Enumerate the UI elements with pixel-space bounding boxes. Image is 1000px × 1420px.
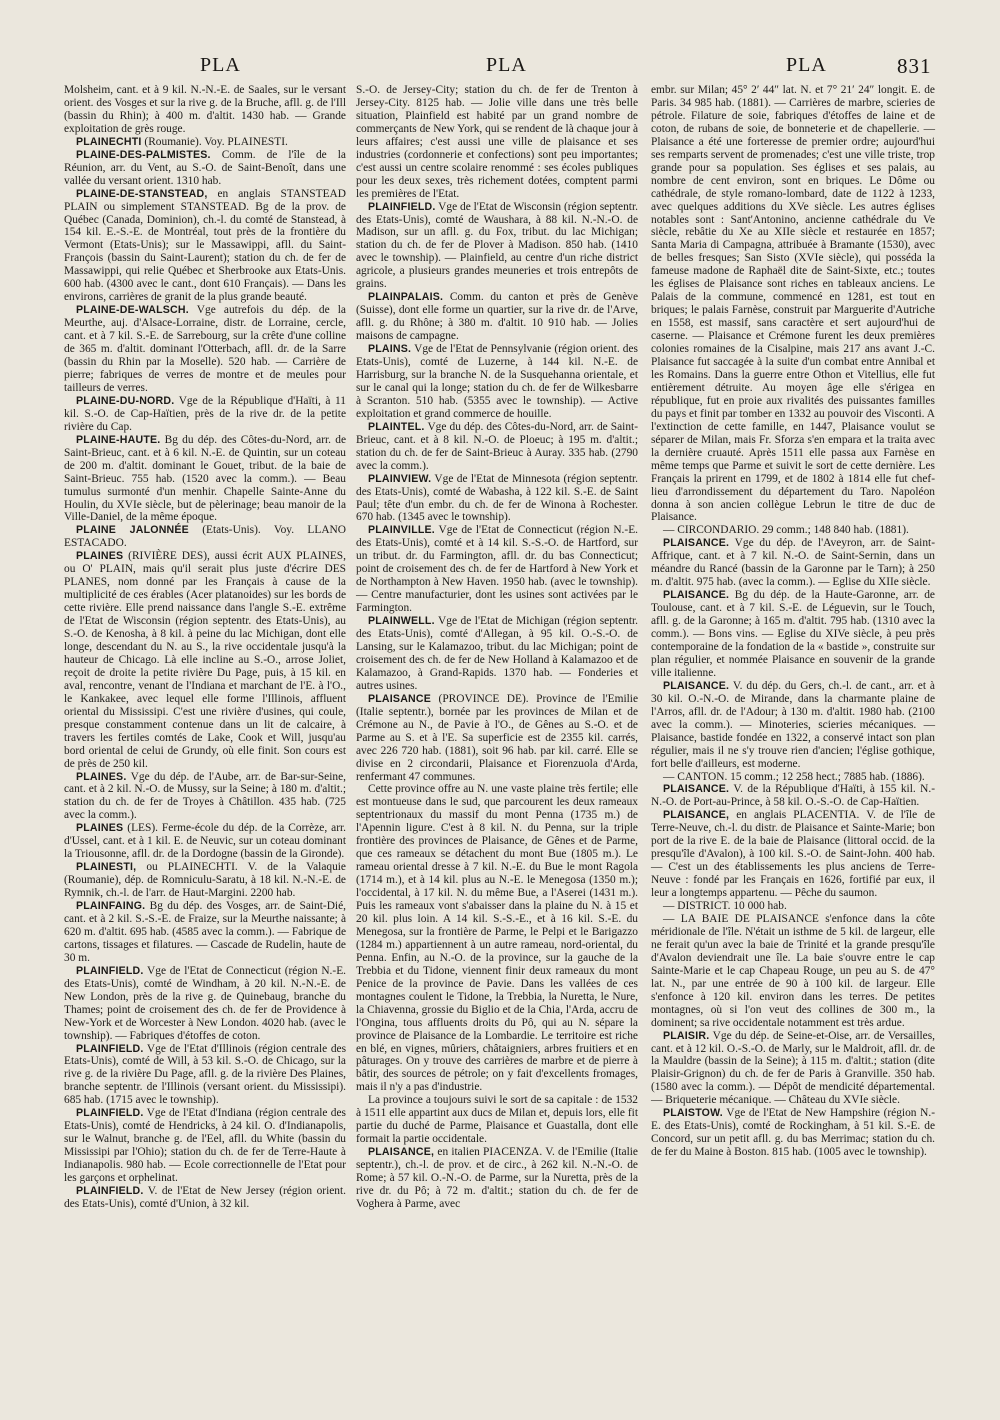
entry-headword: PLAINE-HAUTE.: [76, 433, 161, 446]
dictionary-entry: [64, 149, 346, 188]
entry-text: La province a toujours suivi le sort de sa capitale : de 1532 à 1511 elle appartint aux ducs de Milan et, depuis lors, elle fit partie du duché de Parme, Plaisance et Guastalla, dont elle formait la partie occidentale.: [356, 1094, 638, 1146]
dictionary-entry: [64, 550, 346, 770]
entry-headword: PLAINES.: [76, 770, 127, 783]
entry-headword: PLAINE-DES-PALMISTES.: [76, 148, 211, 161]
entry-headword: PLAISANCE,: [368, 1146, 435, 1159]
entry-headword: PLAINE-DE-STANSTEAD,: [76, 187, 208, 200]
entry-text: Vge de l'Etat de New Hampshire (région N.-E. des Etats-Unis), comté de Rockingham, à 51 kil. S.-E. de Concord, sur un petit afll. g. du bas Merrimac; station du ch. de fer du Maine à Boston. 815 hab. (1005 avec le township).: [651, 1107, 935, 1159]
entry-text: Comm. du canton et près de Genève (Suisse), dont elle forme un quartier, sur la rive dr. de l'Arve, afll. g. du Rhône; à 380 m. d'altit. 10 910 hab. — Jolies maisons de campagne.: [356, 291, 638, 343]
dictionary-entry: [651, 771, 935, 784]
running-head-right: PLA: [786, 54, 827, 76]
dictionary-entry: [64, 136, 346, 149]
entry-text: S.-O. de Jersey-City; station du ch. de fer de Trenton à Jersey-City. 8125 hab. — Jolie ville dans une très belle situation, Plainfield est habité par un grand nombre de commerçants de New York, qui se rendent de là chaque jour à leurs affaires; c'est aussi une ville de plaisance et ses industries (cordonnerie et confections) sont peu importantes; c'est aussi un centre scolaire renommé : ses écoles publiques pour les deux sexes, très richement dotées, comptent parmi les premières de l'Etat.: [356, 84, 638, 200]
dictionary-entry: [356, 524, 638, 615]
dictionary-entry: [356, 421, 638, 473]
entry-text: Vge de l'Etat de Minnesota (région septentr. des Etats-Unis), comté de Wabasha, à 122 kil. S.-E. de Saint Paul; tête d'un embr. du ch. de fer de Winona à Rochester. 670 hab. (1345 avec le township).: [356, 472, 638, 524]
entry-headword: PLAISANCE,: [663, 809, 730, 822]
entry-text: (Roumanie). Voy. PLAINESTI.: [141, 135, 288, 148]
entry-text: Bg du dép. des Vosges, arr. de Saint-Dié, cant. et à 2 kil. S.-S.-E. de Fraize, sur la Meurthe naissante; à 620 m. d'altit. 695 hab. (4585 avec la comm.). — Fabrique de cartons, tissages et filatures. — Cascade de Rudelin, haute de 30 m.: [64, 900, 346, 964]
dictionary-entry: [64, 84, 346, 136]
dictionary-entry: [356, 291, 638, 343]
entry-headword: PLAINFIELD.: [76, 1185, 144, 1198]
dictionary-entry: [64, 434, 346, 525]
dictionary-entry: [64, 1185, 346, 1211]
entry-text: V. de la République d'Haïti, à 155 kil. N.-N.-O. de Port-au-Prince, à 58 kil. O.-S.-O. de Cap-Haïtien.: [651, 783, 935, 809]
dictionary-entry: [651, 680, 935, 771]
entry-text: Vge de l'Etat d'Illinois (région centrale des Etats-Unis), comté de Will, à 53 kil. S.-O. de Chicago, sur la rive g. de la rivière Du Page, afll. g. de la rivière Des Plaines, branche septentr. de l'Illinois (versant orient. du Mississipi). 685 hab. (1715 avec le township).: [64, 1042, 346, 1107]
dictionary-entry: [64, 900, 346, 965]
column-right: [651, 84, 935, 1159]
entry-headword: PLAINE-DU-NORD.: [76, 394, 175, 407]
entry-text: Vge autrefois du dép. de la Meurthe, auj. d'Alsace-Lorraine, distr. de Lorraine, cercle, cant. et à 7 kil. S.-E. de Sarrebourg, sur la crête d'une colline de 365 m. d'altit. dominant l'Otterbach, afll. dr. de la Sarre (bassin du Rhin par la Moselle). 520 hab. — Carrière de pierre; fabriques de verres de montre et de meules pour tailleurs de verres.: [64, 304, 346, 394]
entry-text: Vge du dép. de l'Aveyron, arr. de Saint-Affrique, cant. et à 7 kil. N.-O. de Saint-Sernin, dans un méandre du Rancé (bassin de la Garonne par le Tarn); à 250 m. d'altit. 975 hab. (avec la comm.). — Eglise du XIIe siècle.: [651, 537, 935, 589]
dictionary-entry: [356, 615, 638, 693]
dictionary-entry: [651, 84, 935, 524]
entry-headword: PLAINS.: [368, 343, 412, 356]
entry-text: (LES). Ferme-école du dép. de la Corrèze, arr. d'Ussel, cant. et à 1 kil. E. de Neuvic, sur un coteau dominant la Triousonne, afll. dr. de la Dordogne (bassin de la Gironde).: [64, 822, 346, 861]
dictionary-entry: [64, 1043, 346, 1108]
entry-text: Comm. de l'île de la Réunion, arr. du Vent, au S.-O. de Saint-Benoît, dans une vallée du versant orient. 1310 hab.: [64, 148, 346, 187]
entry-headword: PLAINFIELD.: [368, 200, 436, 213]
dictionary-entry: [64, 524, 346, 550]
dictionary-entry: [64, 861, 346, 900]
entry-text: Vge de l'Etat de Michigan (région septentr. des Etats-Unis), comté d'Allegan, à 95 kil. O.-S.-O. de Lansing, sur le Kalamazoo, tribut. du lac Michigan; point de croisement des ch. de fer de New Holland à Kalamazoo et de Kalamazoo, à Grand-Rapids. 1370 hab. — Fonderies et autres usines.: [356, 615, 638, 692]
entry-headword: PLAINFAING.: [76, 900, 146, 913]
entry-text: ou PLAINECHTI. V. de la Valaquie (Roumanie), dép. de Romniculu-Saratu, à 18 kil. N.-N.-E. de Rymnik, ch.-l. de l'arr. de Haut-Margini. 2200 hab.: [64, 861, 346, 900]
dictionary-entry: [356, 693, 638, 784]
entry-headword: PLAISTOW.: [663, 1107, 723, 1120]
entry-headword: PLAINESTI,: [76, 861, 137, 874]
entry-headword: PLAINES: [76, 822, 124, 835]
dictionary-entry: [356, 343, 638, 421]
entry-text: Vge du dép. des Côtes-du-Nord, arr. de Saint-Brieuc, cant. et à 8 kil. N.-O. de Ploeuc; à 195 m. d'altit.; station du ch. de fer de Saint-Brieuc à Auray. 335 hab. (2790 avec la comm.).: [356, 420, 638, 472]
entry-text: (Etats-Unis). Voy. LLANO ESTACADO.: [64, 524, 346, 550]
dictionary-entry: [64, 188, 346, 305]
dictionary-entry: [64, 822, 346, 861]
dictionary-entry: [651, 537, 935, 589]
entry-headword: PLAINVILLE.: [368, 524, 435, 537]
entry-text: Vge de l'Etat d'Indiana (région centrale des Etats-Unis), comté de Hendricks, à 24 kil. O. d'Indianapolis, sur le Walnut, branche g. de l'Eel, afll. du White (bassin du Mississipi par l'Ohio); station du ch. de fer de Terre-Haute à Indianapolis. 980 hab. — Ecole correctionnelle de l'Etat pour les garçons et orphelinat.: [64, 1107, 346, 1185]
dictionary-entry: [64, 965, 346, 1043]
dictionary-entry: [64, 1107, 346, 1185]
entry-text: Molsheim, cant. et à 9 kil. N.-N.-E. de Saales, sur le versant orient. des Vosges et sur la rive g. de la Bruche, afll. g. de l'Ill (bassin du Rhin); à 400 m. d'altit. 1430 hab. — Grande exploitation de grès rouge.: [64, 84, 346, 135]
dictionary-entry: [651, 809, 935, 900]
entry-text: en italien PIACENZA. V. de l'Emilie (Italie septentr.), ch.-l. de prov. et de circ., à 262 kil. N.-N.-O. de Rome; à 57 kil. O.-N.-O. de Parme, sur la Nuretta, près de la rive dr. du Pô; à 72 m. d'altit.; station du ch. de fer de Voghera à Parme, avec: [356, 1146, 638, 1210]
entry-headword: PLAINFIELD.: [76, 1107, 144, 1120]
entry-headword: PLAISANCE: [368, 692, 432, 705]
dictionary-entry: [356, 201, 638, 292]
entry-headword: PLAINE-DE-WALSCH.: [76, 304, 189, 317]
entry-headword: PLAINE JALONNÉE: [76, 524, 189, 537]
dictionary-entry: [64, 395, 346, 434]
entry-text: Vge de l'Etat de Connecticut (région N.-E. des Etats-Unis), comté et à 14 kil. S.-S.-O. de Hartford, sur un tribut. dr. du Farmington, afll. dr. du bas Connecticut; point de croisement des ch. de fer de Hartford à New York et de Northampton à New Haven. 1950 hab. (avec le township). — Centre manufacturier, dont les usines sont activées par le Farmington.: [356, 524, 638, 615]
entry-text: Vge de l'Etat de Pennsylvanie (région orient. des Etats-Unis), comté de Luzerne, à 144 kil. N.-E. de Harrisburg, sur la branche N. de la Susquehanna orientale, et sur le canal qui la longe; station du ch. de fer de Wilkesbarre à Scranton. 510 hab. (5355 avec le township). — Active exploitation et grand commerce de houille.: [356, 343, 638, 420]
column-left: [64, 84, 346, 1211]
entry-text: — LA BAIE DE PLAISANCE s'enfonce dans la côte méridionale de l'île. N'était un isthme de 5 kil. de largeur, elle ne ferait qu'un avec la baie de Trinité et la grande presqu'île d'Avalon deviendrait une île. La baie s'ouvre entre le cap Sainte-Marie et le cap Chapeau Rouge, un peu au S. de 47° lat. N., par une entrée de 90 à 100 kil. de largeur. Elle s'enfonce à 120 kil. environ dans les terres. De petites montagnes, où si l'on veut des collines de 300 m., la dominent; sa rive occidentale notamment est très ardue.: [651, 913, 935, 1029]
dictionary-entry: [356, 1094, 638, 1146]
entry-text: en anglais PLACENTIA. V. de l'île de Terre-Neuve, ch.-l. du distr. de Plaisance et Sainte-Marie; bon port de la rive E. de la baie de Plaisance (littoral occid. de la presqu'île d'Avalon), à 100 kil. S.-O. de Saint-John. 400 hab. — C'est un des établissements les plus anciens de Terre-Neuve : fondé par les Français en 1626, fortifié par eux, il leur a longtemps appartenu. — Pêche du saumon.: [651, 809, 935, 900]
dictionary-entry: [64, 771, 346, 823]
dictionary-entry: [651, 1030, 935, 1108]
entry-headword: PLAISIR.: [663, 1029, 710, 1042]
dictionary-entry: [651, 524, 935, 537]
entry-headword: PLAISANCE.: [663, 589, 730, 602]
dictionary-entry: [356, 783, 638, 1094]
running-head-center: PLA: [486, 54, 527, 76]
column-middle: [356, 84, 638, 1211]
entry-text: Bg du dép. des Côtes-du-Nord, arr. de Saint-Brieuc, cant. et à 6 kil. N.-E. de Quintin, sur un coteau de 200 m. d'altit. dominant le Gouet, tribut. de la baie de Saint-Brieuc. 755 hab. (1520 avec la comm.). — Beau tumulus surmonté d'un menhir. Chapelle Sainte-Anne du Houlin, du XVIe siècle, but de pèlerinage; beau manoir de la Ville-Daniel, de la même époque.: [64, 433, 346, 524]
entry-text: Bg du dép. de la Haute-Garonne, arr. de Toulouse, cant. et à 7 kil. S.-E. de Léguevin, sur le Touch, afll. g. de la Garonne; à 165 m. d'altit. 795 hab. (1310 avec la comm.). — Bons vins. — Eglise du XIVe siècle, à peu près contemporaine de la fondation de la « bastide », construite sur plan régulier, et nommée Plaisance en souvenir de la grande ville italienne.: [651, 589, 935, 679]
dictionary-entry: [651, 783, 935, 809]
entry-text: Vge du dép. de l'Aube, arr. de Bar-sur-Seine, cant. et à 2 kil. N.-O. de Mussy, sur la Seine; à 180 m. d'altit.; station du ch. de fer de Troyes à Châtillon. 435 hab. (725 avec la comm.).: [64, 770, 346, 822]
entry-text: V. du dép. du Gers, ch.-l. de cant., arr. et à 30 kil. O.-N.-O. de Mirande, dans la charmante plaine de l'Arros, afll. dr. de l'Adour; à 130 m. d'altit. 1980 hab. (2100 avec la comm.). — Minoteries, scieries mécaniques. — Plaisance, bastide fondée en 1322, a conservé intact son plan régulier, mais il ne s'y trouve rien d'ancien; l'église gothique, fort belle d'ailleurs, est moderne.: [651, 679, 935, 770]
entry-headword: PLAISANCE.: [663, 679, 730, 692]
entry-text: — CANTON. 15 comm.; 12 258 hect.; 7885 hab. (1886).: [663, 770, 925, 783]
entry-headword: PLAISANCE.: [663, 537, 730, 550]
entry-text: Vge de l'Etat de Wisconsin (région septentr. des Etats-Unis), comté de Waushara, à 88 kil. N.-N.-O. de Madison, sur un afll. g. du Fox, tribut. du lac Michigan; station du ch. de fer de Plover à Madison. 850 hab. (1410 avec le township). — Plainfield, au centre d'un riche district agricole, a plusieurs grandes meuneries et trois entrepôts de grains.: [356, 200, 638, 291]
entry-headword: PLAINVIEW.: [368, 472, 432, 485]
entry-text: Vge du dép. de Seine-et-Oise, arr. de Versailles, cant. et à 12 kil. O.-S.-O. de Marly, sur le Maldroit, afll. dr. de la Mauldre (bassin de la Seine); à 115 m. d'altit.; station (dite Plaisir-Grignon) du ch. de fer de Paris à Granville. 350 hab. (1580 avec la comm.). — Dépôt de mendicité départemental. — Briqueterie mécanique. — Château du XVIe siècle.: [651, 1029, 935, 1107]
entry-headword: PLAINECHTI: [76, 135, 142, 148]
entry-text: — CIRCONDARIO. 29 comm.; 148 840 hab. (1881).: [663, 524, 909, 537]
entry-headword: PLAINPALAIS.: [368, 291, 444, 304]
dictionary-entry: [356, 1146, 638, 1211]
page-number: 831: [897, 54, 932, 78]
entry-text: (RIVIÈRE DES), aussi écrit AUX PLAINES, ou O' PLAIN, mais qu'il serait plus juste d'écrire DES PLANES, nom donné par les Français à cause de la multiplicité de ces érables (Acer platanoides) sur les bords de cette rivière. Elle prend naissance dans l'angle S.-E. extrême de l'Etat de Wisconsin (région septentr. des Etats-Unis), au S.-O. de Kenosha, à 8 kil. à peine du lac Michigan, dont elle longe, descendant du N. au S., la rive occidentale jusqu'à la hauteur de Chicago. Là elle incline au S.-O., arrose Joliet, reçoit de droite la petite rivière Du Page, puis, à 15 kil. en aval, rencontre, venant de l'Indiana et marchant de l'E. à l'O., le Kankakee, avec lequel elle forme l'Illinois, affluent oriental du Mississipi. C'est une rivière d'usines, qui coule, presque constamment contenue dans un lit de calcaire, à travers les fertiles comtés de Lake, Cook et Will, jusqu'au bord oriental de celui de Grundy, où elle finit. Son cours est de près de 250 kil.: [64, 550, 346, 770]
entry-text: (PROVINCE DE). Province de l'Emilie (Italie septentr.), bornée par les provinces de Milan et de Crémone au N., de Pavie à l'O., de Gênes au S.-O. et de Parme au S. et à l'E. Sa superficie est de 2355 kil. carrés, avec 226 720 hab. (1881), soit 96 hab. par kil. carré. Elle se divise en 2 circondarii, Plaisance et Fiorenzuola d'Arda, renfermant 47 communes.: [356, 692, 638, 783]
entry-headword: PLAINWELL.: [368, 615, 435, 628]
entry-headword: PLAINFIELD.: [76, 1042, 144, 1055]
entry-headword: PLAINFIELD.: [76, 964, 144, 977]
entry-text: Vge de la République d'Haïti, à 11 kil. S.-O. de Cap-Haïtien, près de la rive dr. de la petite rivière du Cap.: [64, 394, 346, 433]
entry-text: V. de l'Etat de New Jersey (région orient. des Etats-Unis), comté d'Union, à 32 kil.: [64, 1185, 346, 1210]
dictionary-entry: [651, 913, 935, 1030]
dictionary-entry: [651, 900, 935, 913]
entry-text: embr. sur Milan; 45° 2′ 44″ lat. N. et 7° 21′ 24″ longit. E. de Paris. 34 985 hab. (1881). — Carrières de marbre, scieries de pétrole. Filature de soie, fabriques d'étoffes de laine et de coton, de rubans de soie, de bonneterie et de chapellerie. — Plaisance a été une forteresse de premier ordre; aujourd'hui ses remparts servent de promenades; c'est une ville triste, trop grande pour sa population. Ses églises et ses palais, au nombre de cent environ, sont en briques. Le Dôme ou cathédrale, de style romano-lombard, date de 1122 à 1233, avec quelques additions du XVe siècle. Les autres églises notables sont : Sant'Antonino, ancienne cathédrale du Ve siècle, rebâtie du Xe au XIIe siècle et restaurée en 1857; Santa Maria di Campagna, attribuée à Bramante (1530), avec de belles fresques; San Sisto (XVIe siècle), qui posséda la fameuse madone de Raphaël dite de Saint-Sixte, etc.; toutes les églises de Plaisance sont riches en tableaux anciens. Le Palais de la commune, commencé en 1281, est tout en briques; le palais Farnèse, construit par Marguerite d'Autriche en 1558, est massif, sans caractère et sert aujourd'hui de caserne. — Plaisance et Crémone furent les deux premières colonies romaines de la Cisalpine, mais 217 ans avant J.-C. Plaisance fut saccagée à la suite d'un combat entre Annibal et les Romains. Dans la guerre entre Othon et Vitellius, elle fut entièrement détruite. Au moyen âge elle s'érigea en république, fut en proie aux rivalités des puissantes familles du pays et finit par tomber en 1332 au pouvoir des Visconti. A l'extinction de cette famille, en 1447, Plaisance voulut se séparer de Milan, mais Fr. Sforza s'en empara et la traita avec la dernière cruauté. Après 1511 elle passa aux Farnèse en même temps que Parme et suivit le sort de cette dernière. Les Français la prirent en 1799, et de 1802 à 1814 elle fut chef-lieu d'arrondissement du département du Taro. Napoléon donna à son ancien collègue Lebrun le titre de duc de Plaisance.: [651, 84, 935, 524]
entry-headword: PLAISANCE.: [663, 783, 730, 796]
running-head-left: PLA: [200, 54, 241, 76]
dictionary-entry: [64, 304, 346, 395]
entry-text: en anglais STANSTEAD PLAIN ou simplement STANSTEAD. Bg de la prov. de Québec (Canada, Dominion), ch.-l. du comté de Stanstead, à 154 kil. E.-S.-E. de Montréal, tout près de la frontière du Vermont (Etats-Unis); sur le Massawippi, afll. du Saint-François (bassin du Saint-Laurent); station du ch. de fer de Massawippi, qui relie Québec et Sherbrooke aux Etats-Unis. 600 hab. (4300 avec le cant., dont 610 Français). — Dans les environs, carrières de granit de la plus grande beauté.: [64, 187, 346, 304]
entry-text: Cette province offre au N. une vaste plaine très fertile; elle est montueuse dans le sud, que parcourent les deux rameaux septentrionaux du massif du mont Penna (1735 m.) de l'Apennin ligure. C'est à 8 kil. N. du Penna, sur la triple frontière des provinces de Plaisance, de Gênes et de Parme, que ces rameaux se détachent du mont Bue (1805 m.). Le rameau oriental dresse à 7 kil. N.-E. du Bue le mont Ragola (1714 m.), et à 14 kil. plus au N.-E. le Menegosa (1350 m.); l'occidental, à 17 kil. N. du même Bue, a l'Aserei (1431 m.). Puis les rameaux vont s'abaisser dans la plaine du N. à 15 et 20 kil. plus loin. A 14 kil. S.-S.-E., et à 16 kil. S.-E. du Menegosa, sur la frontière de Parme, le Pelpi et le Barigazzo (1284 m.) appartiennent à un autre rameau, nord-oriental, du Penna. Enfin, au N.-O. de la province, sur la gauche de la Trebbia et du Tidone, viennent finir deux rameaux du mont Penice de la province de Pavie. Dans les vallées de ces montagnes coulent le Tidone, la Trebbia, la Nuretta, le Nure, la Chiavenna, grossie du Biglio et de la Chia, l'Arda, accru de l'Ongina, tous affluents droits du Pô, qui au N. sépare la province de Plaisance de la Lombardie. Le territoire est riche en blé, en vignes, mûriers, châtaigniers, arbres fruitiers et en pâturages. On y trouve des carrières de marbre et de pierre à bâtir, des sources de pétrole; on y fait d'excellents fromages, mais il n'y a pas d'industrie.: [356, 783, 638, 1094]
entry-headword: PLAINTEL.: [368, 420, 425, 433]
entry-headword: PLAINES: [76, 550, 124, 563]
dictionary-entry: [651, 589, 935, 680]
dictionary-entry: [356, 84, 638, 201]
entry-text: — DISTRICT. 10 000 hab.: [663, 900, 787, 913]
entry-text: Vge de l'Etat de Connecticut (région N.-E. des Etats-Unis), comté de Windham, à 20 kil. N.-N.-E. de New London, près de la rive g. de Quinebaug, branche du Thames; point de croisement des ch. de fer de Providence à New-York et de Worcester à New London. 4020 hab. (avec le township). — Fabriques d'étoffes de coton.: [64, 964, 346, 1042]
dictionary-entry: [356, 473, 638, 525]
dictionary-entry: [651, 1107, 935, 1159]
